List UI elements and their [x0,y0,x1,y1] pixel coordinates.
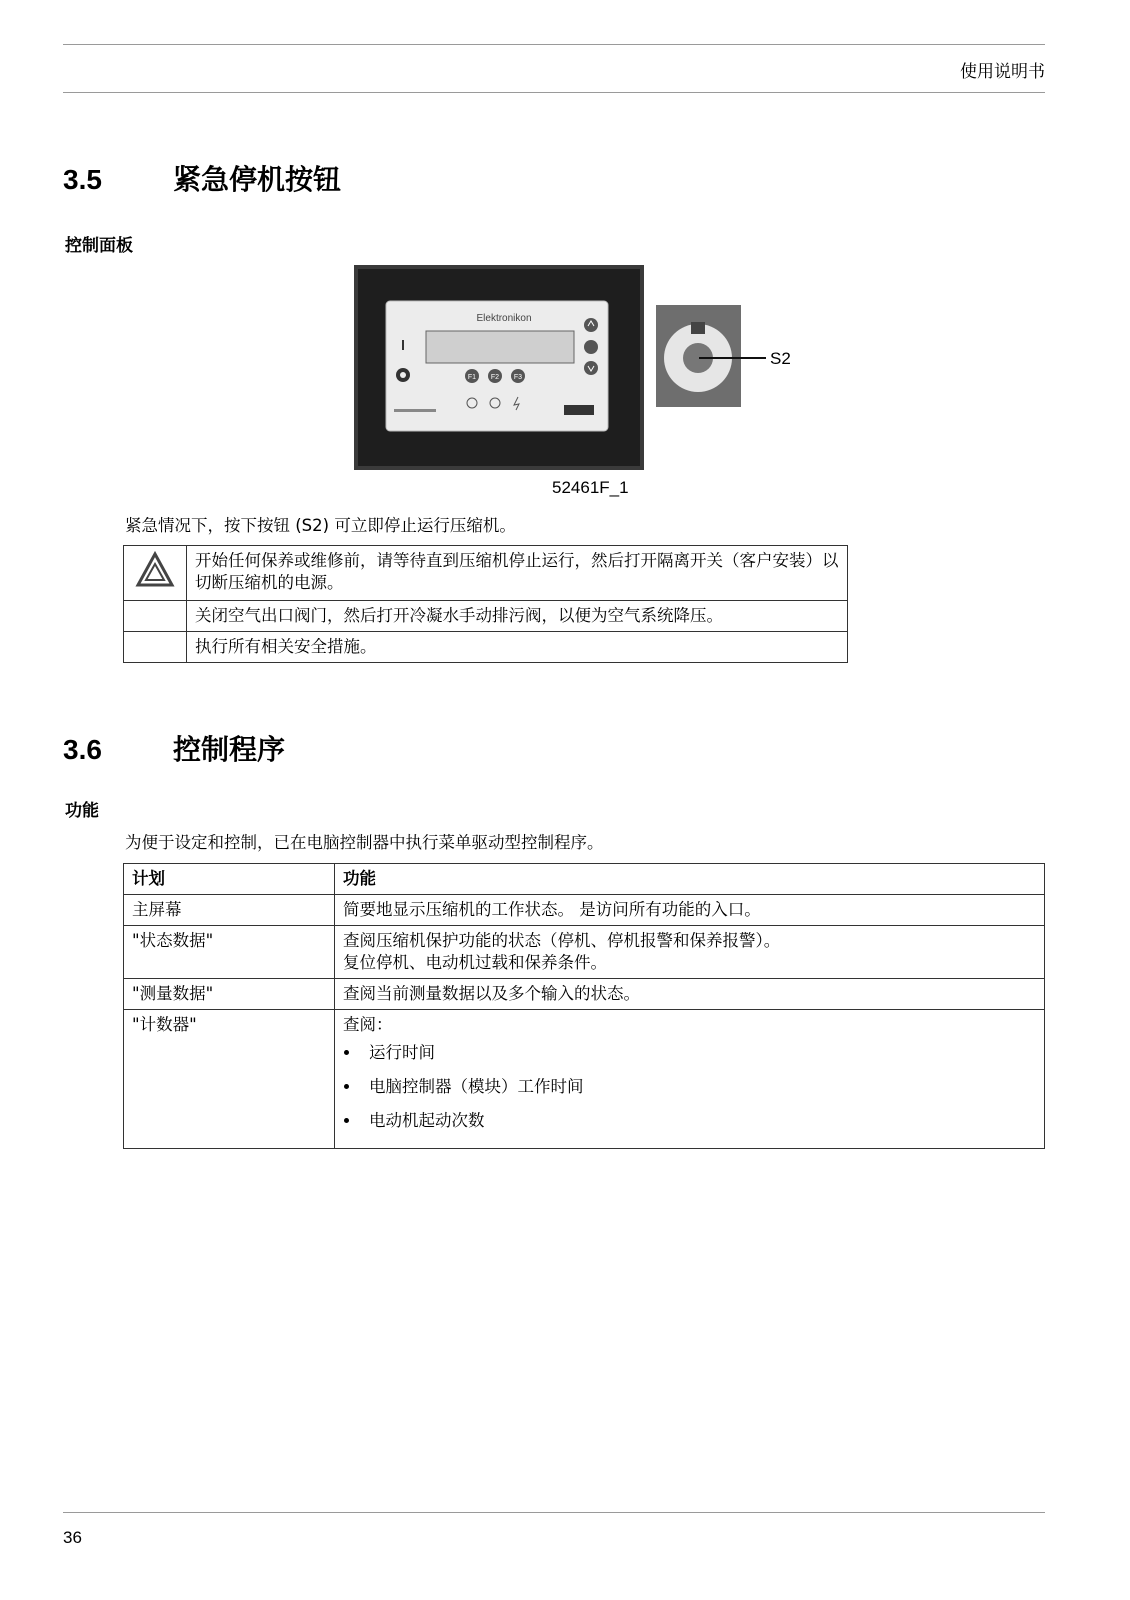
tab-key-icon [584,340,598,354]
figure-code: 52461F_1 [552,478,629,497]
f3-label: F3 [513,374,523,381]
warning-triangle-icon [135,550,175,590]
section-number: 3.6 [63,734,102,765]
page-number: 36 [63,1528,82,1547]
section-heading-3-6 [63,728,285,768]
start-button [402,340,404,350]
display-screen [426,331,574,363]
header-bottom-rule [63,92,1045,93]
emergency-intro-text: 紧急情况下，按下按钮 (S2) 可立即停止运行压缩机。 [125,516,516,535]
f1-label: F1 [467,374,477,381]
subheading-function: 功能 [65,801,99,821]
table-row [124,926,1045,979]
bullet-list [343,1042,1036,1132]
table-row [124,895,1045,926]
function-cell [335,926,1045,979]
function-cell [335,1010,1045,1149]
control-panel-figure [354,265,814,510]
header-top-rule [63,44,1045,45]
section-heading-3-5 [63,158,341,198]
table-header-row [124,864,1045,895]
column-header-plan: 计划 [124,864,335,895]
function-line: 复位停机、电动机过载和保养条件。 [343,953,607,972]
document-title: 使用说明书 [960,62,1045,82]
f2-label: F2 [490,374,500,381]
table-row [124,632,848,663]
table-row [124,546,848,601]
s2-label: S2 [770,349,791,368]
plan-cell: 主屏幕 [124,895,335,926]
control-program-intro: 为便于设定和控制，已在电脑控制器中执行菜单驱动型控制程序。 [125,833,604,852]
list-item: • 运行时间 [361,1042,1036,1064]
column-header-function: 功能 [335,864,1045,895]
warning-icon-cell [124,546,187,601]
list-item: • 电动机起动次数 [361,1110,1036,1132]
list-item: • 电脑控制器（模块）工作时间 [361,1076,1036,1098]
warning-text: 执行所有相关安全措施。 [187,632,848,663]
section-title: 控制程序 [173,734,286,765]
plan-cell: "测量数据" [124,979,335,1010]
plan-cell: "计数器" [124,1010,335,1149]
function-line: 查阅压缩机保护功能的状态（停机、停机报警和保养报警）。 [343,931,781,950]
section-number: 3.5 [63,164,102,195]
table-row [124,1010,1045,1149]
function-cell: 查阅当前测量数据以及多个输入的状态。 [335,979,1045,1010]
warning-icon [691,322,705,334]
warning-text: 开始任何保养或维修前，请等待直到压缩机停止运行，然后打开隔离开关（客户安装）以切断压缩机的电源。 [187,546,848,601]
brand-label: Elektronikon [476,313,532,324]
warning-text: 关闭空气出口阀门，然后打开冷凝水手动排污阀，以便为空气系统降压。 [187,601,848,632]
table-row [124,601,848,632]
function-line: 查阅： [343,1015,393,1034]
safety-warning-table [123,545,848,663]
table-row [124,979,1045,1010]
plan-cell: "状态数据" [124,926,335,979]
arrow-down-icon [584,361,598,375]
footer-rule [63,1512,1045,1513]
function-cell: 简要地显示压缩机的工作状态。 是访问所有功能的入口。 [335,895,1045,926]
subheading-control-panel: 控制面板 [65,236,133,256]
control-program-table [123,863,1045,1149]
section-title: 紧急停机按钮 [173,164,342,195]
